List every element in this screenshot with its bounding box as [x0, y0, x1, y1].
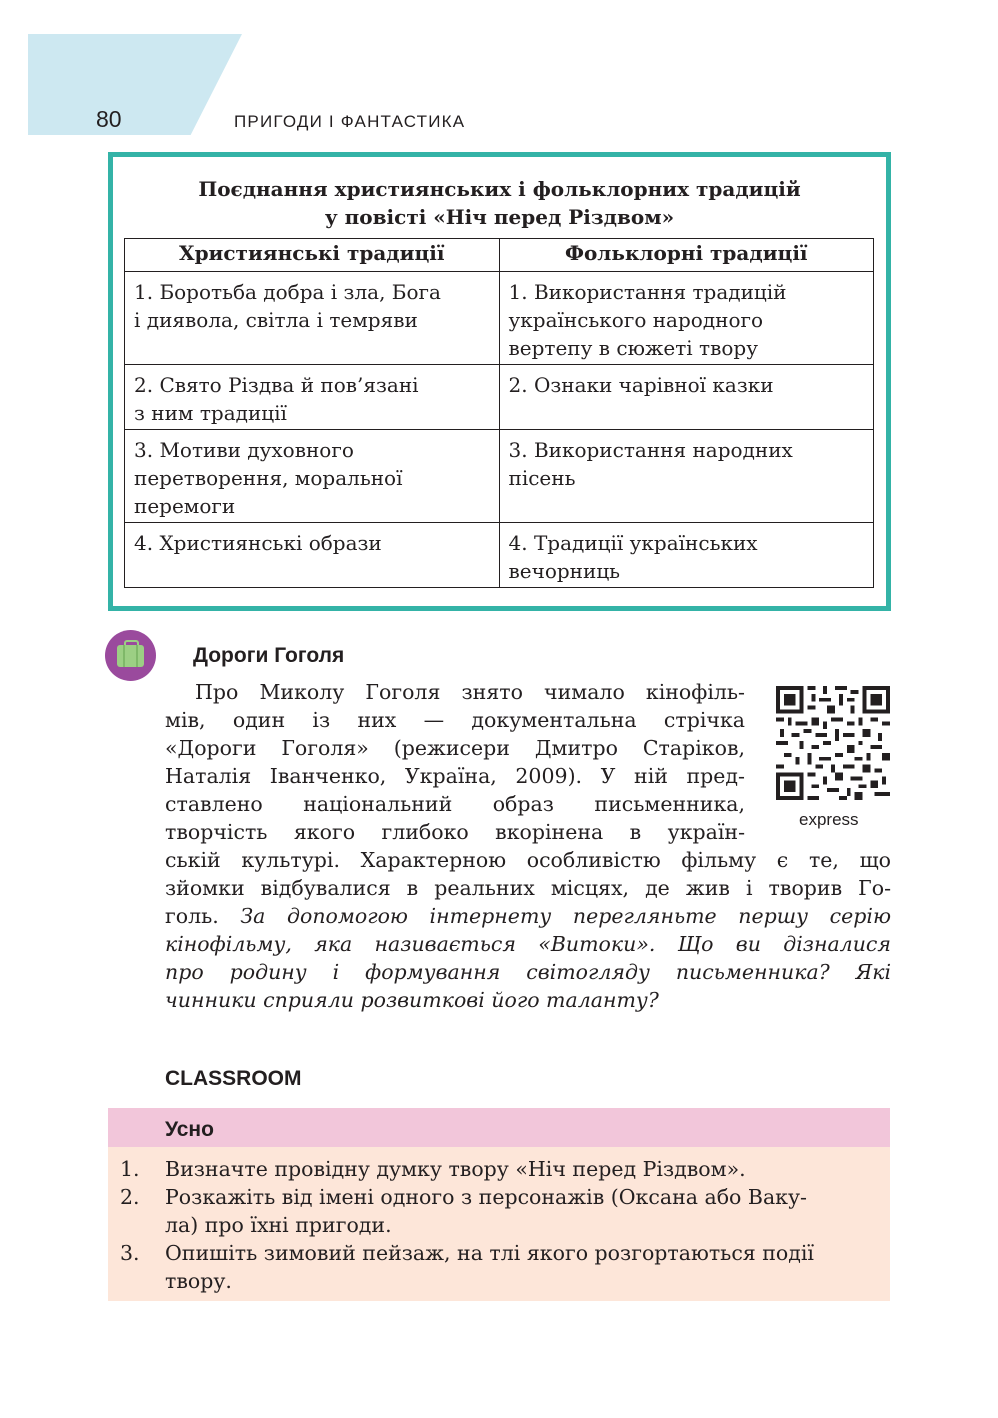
table-cell [499, 365, 874, 430]
column-header-folk: Фольклорні традиції [499, 239, 874, 272]
oral-tasks-bar [108, 1108, 890, 1147]
traditions-table [124, 238, 874, 588]
table-cell [499, 523, 874, 588]
task-line: Розкажіть від імені одного з персонажів (Оксана або Ваку- [165, 1185, 807, 1209]
qr-caption: express [799, 810, 859, 829]
cell-line: вертепу в сюжеті твору [508, 336, 758, 360]
suitcase-icon [105, 630, 156, 681]
text-line: зйомки відбувалися в реальних місцях, де жив і творив Го- [165, 876, 891, 900]
cell-line: 4. Християнські образи [134, 531, 382, 555]
table-row [125, 430, 874, 523]
cell-line: 2. Ознаки чарівної казки [508, 373, 774, 397]
traditions-table-frame [108, 152, 891, 611]
cell-line: з ним традиції [134, 401, 287, 425]
cell-line: 1. Боротьба добра і зла, Бога [134, 280, 441, 304]
table-cell [125, 523, 500, 588]
cell-line: перетворення, моральної [134, 466, 403, 490]
task-number: 3. [120, 1241, 140, 1265]
text-line: Наталія Іванченко, Україна, 2009). У ній пред- [165, 764, 745, 788]
text-line: творчість якого глибоко вкорінена в україн- [165, 820, 745, 844]
cell-line: вечорниць [508, 559, 621, 583]
cell-line: 3. Мотиви духовного [134, 438, 354, 462]
table-cell [125, 365, 500, 430]
text-line [165, 986, 891, 1014]
task-number: 1. [120, 1157, 140, 1181]
table-cell [499, 430, 874, 523]
italic-segment: кінофільму, яка називається «Витоки». Що ви дізналися [165, 932, 891, 956]
task-line: ла) про їхні пригоди. [165, 1213, 392, 1237]
running-head: ПРИГОДИ І ФАНТАСТИКА [234, 112, 466, 131]
text-line [165, 902, 891, 930]
task-list [108, 1155, 890, 1295]
table-row [125, 272, 874, 365]
cell-line: пісень [508, 466, 576, 490]
text-line [165, 958, 891, 986]
cell-line: 3. Використання народних [508, 438, 793, 462]
task-item [108, 1239, 890, 1295]
text-line: ставлено національний образ письменника, [165, 792, 745, 816]
cell-line: перемоги [134, 494, 236, 518]
table-row [125, 365, 874, 430]
task-item [108, 1183, 890, 1239]
film-paragraph [165, 678, 891, 1014]
cell-line: 4. Традиції українських [508, 531, 758, 555]
task-number: 2. [120, 1185, 140, 1209]
italic-segment: За допомогою інтернету перегляньте першу серію [240, 904, 891, 928]
cell-line: 2. Свято Різдва й пов’язані [134, 373, 419, 397]
task-line: твору. [165, 1269, 232, 1293]
table-cell [125, 430, 500, 523]
column-header-christian: Християнські традиції [125, 239, 500, 272]
table-title-line: у повісті «Ніч перед Різдвом» [324, 205, 675, 229]
table-title [113, 175, 886, 231]
table-row [125, 523, 874, 588]
classroom-heading: CLASSROOM [165, 1067, 302, 1090]
table-header-row [125, 239, 874, 272]
table-title-line: Поєднання християнських і фольклорних традицій [198, 177, 801, 201]
cell-line: 1. Використання традицій [508, 280, 787, 304]
text-line: мів, один із них — документальна стрічка [165, 708, 745, 732]
film-heading: Дороги Гоголя [193, 644, 345, 667]
task-line: Опишіть зимовий пейзаж, на тлі якого розгортаються події [165, 1241, 814, 1265]
task-list-box [108, 1147, 890, 1301]
task-item [108, 1155, 890, 1183]
text-line: «Дороги Гоголя» (режисери Дмитро Старіков, [165, 736, 745, 760]
cell-line: і диявола, світла і темряви [134, 308, 418, 332]
italic-segment: про родину і формування світогляду письменника? Які [165, 960, 891, 984]
page-number: 80 [96, 106, 122, 132]
text-line: ській культурі. Характерною особливістю фільму є те, що [165, 848, 891, 872]
table-cell [499, 272, 874, 365]
cell-line: українського народного [508, 308, 764, 332]
table-cell [125, 272, 500, 365]
italic-segment: чинники сприяли розвиткові його таланту? [165, 988, 659, 1012]
oral-label: Усно [165, 1118, 214, 1141]
page-tab [28, 34, 242, 135]
text-line [165, 930, 891, 958]
text-line: Про Миколу Гоголя знято чимало кінофіль- [195, 680, 745, 704]
task-line: Визначте провідну думку твору «Ніч перед Різдвом». [165, 1157, 746, 1181]
text-segment: голь. [165, 904, 241, 928]
